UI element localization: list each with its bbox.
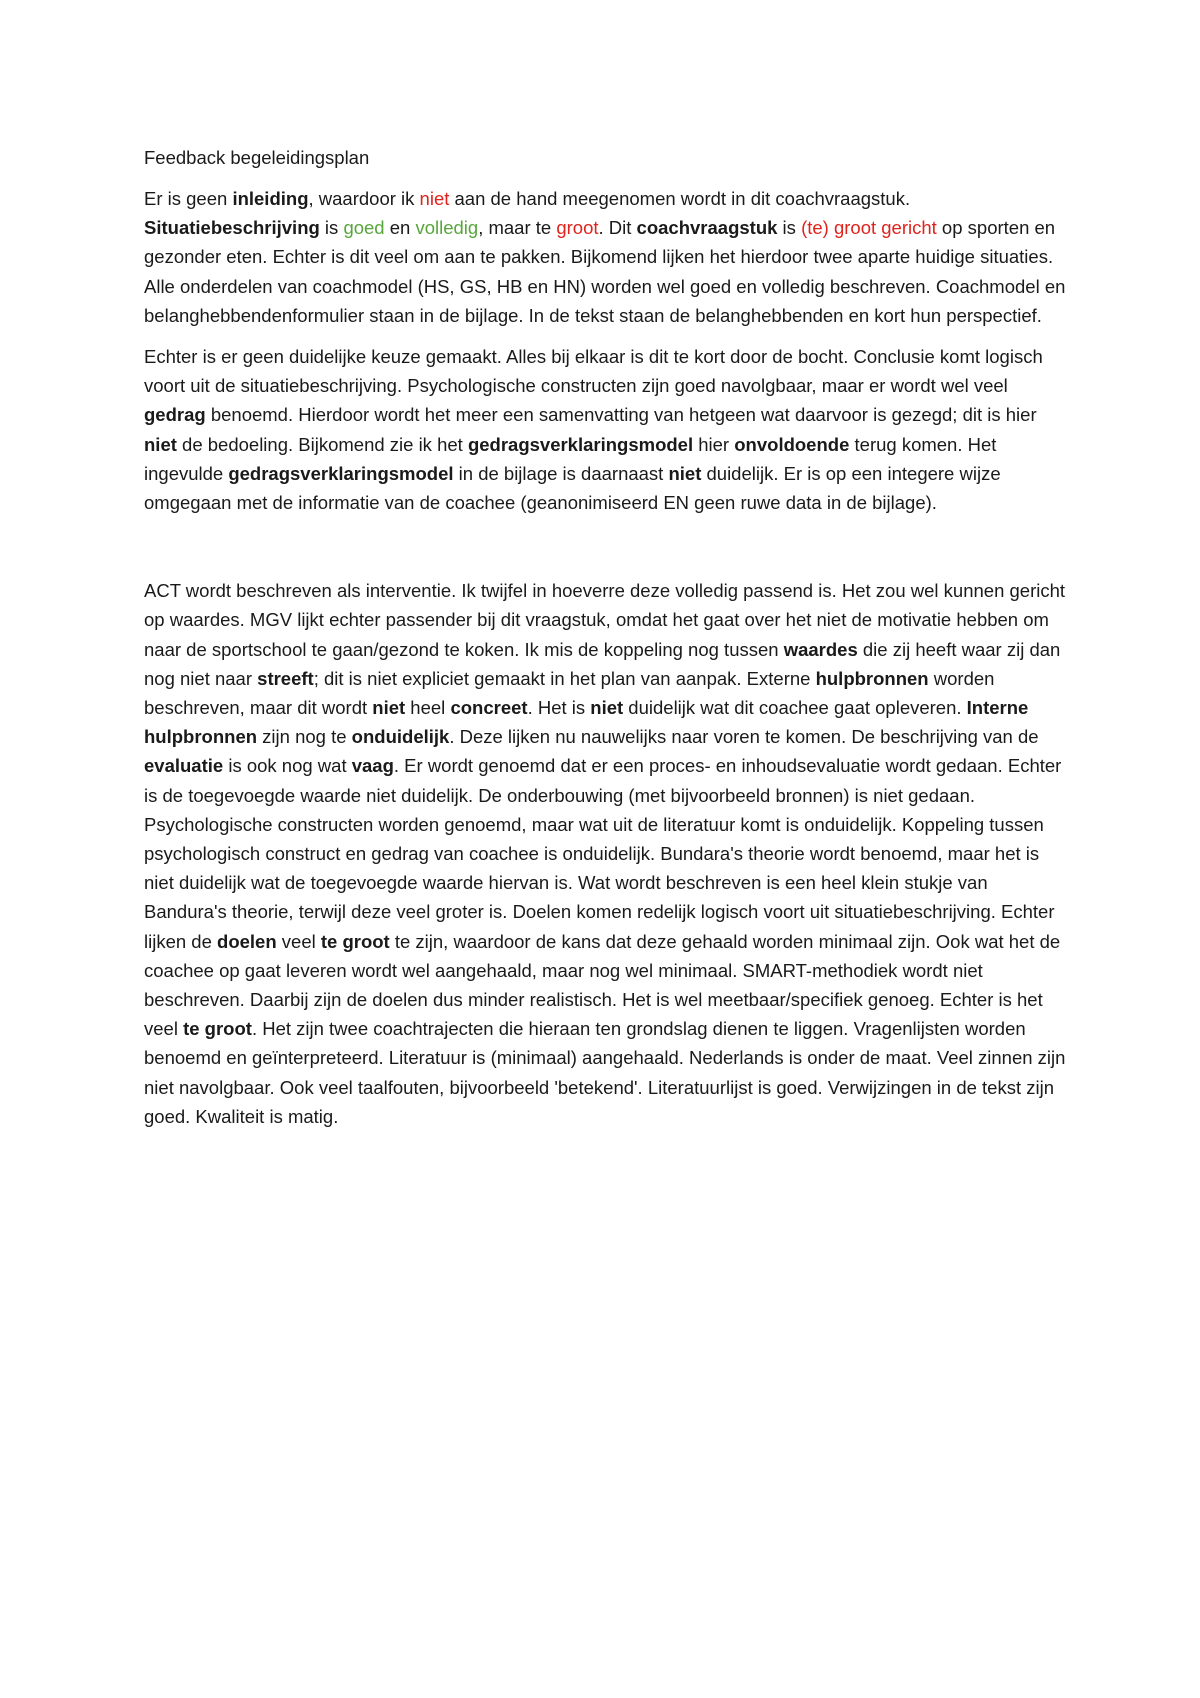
text-run: is	[777, 217, 802, 239]
text-run: is ook nog wat	[223, 755, 352, 777]
text-run: . Dit	[598, 217, 637, 239]
text-run: die zij heeft waar zij dan nog niet naar	[144, 638, 1061, 689]
text-run: aan de hand meegenomen wordt in dit coachvraagstuk.	[449, 188, 911, 209]
text-run: duidelijk wat dit coachee gaat opleveren.	[623, 697, 967, 719]
text-run: , waardoor ik	[308, 188, 420, 209]
text-run: Echter is er geen duidelijke keuze gemaakt. Alles bij elkaar is dit te kort door de bocht. Conclusie komt logisch voort uit de situatiebeschrijving. Psychologische constructen zijn goed navolgbaar, maar er wordt wel veel	[144, 346, 1043, 397]
bold-text: gedragsverklaringsmodel	[228, 462, 454, 484]
text-run: Er is geen	[144, 188, 233, 209]
highlighted-text: niet	[419, 188, 450, 209]
bold-text: coachvraagstuk	[636, 217, 778, 239]
bold-text: waardes	[783, 638, 858, 660]
bold-text: onduidelijk	[351, 726, 450, 748]
text-run: terug komen. Het ingevulde	[144, 433, 997, 484]
text-run: ACT wordt beschreven als interventie. Ik twijfel in hoeverre deze volledig passend is. Het zou wel kunnen gericht op waardes. MGV lijkt echter passender bij dit vraagstuk, omdat het gaat over het niet de motivatie hebben om naar de sportschool te gaan/gezond te koken. Ik mis de koppeling nog tussen	[144, 580, 1066, 660]
bold-text: Interne hulpbronnen	[144, 697, 1029, 748]
highlighted-text: (te) groot gericht	[801, 217, 937, 239]
text-run: , maar te	[478, 217, 557, 239]
text-run: de bedoeling. Bijkomend zie ik het	[176, 433, 468, 455]
text-run: heel	[405, 697, 451, 719]
text-run: worden beschreven, maar dit wordt	[144, 667, 995, 719]
highlighted-text: groot	[556, 217, 599, 239]
bold-text: inleiding	[232, 188, 309, 209]
bold-text: vaag	[351, 755, 394, 777]
highlighted-text: volledig	[415, 217, 479, 239]
bold-text: concreet	[450, 697, 528, 719]
bold-text: gedrag	[144, 404, 206, 426]
bold-text: niet	[144, 433, 177, 455]
text-run: . Het zijn twee coachtrajecten die hieraan ten grondslag dienen te liggen. Vragenlijsten worden benoemd en geïnterpreteerd. Literatuur is (minimaal) aangehaald. Nederlands is onder de maat. Veel zinnen zijn niet navolgbaar. Ook veel taalfouten, bijvoorbeeld 'betekend'. Literatuurlijst is goed. Verwijzingen in de tekst zijn goed. Kwaliteit is matig.	[144, 1018, 1066, 1127]
text-run: te zijn, waardoor de kans dat deze gehaald worden minimaal zijn. Ook wat het de coachee op gaat leveren wordt wel aangehaald, maar nog wel minimaal. SMART-methodiek wordt niet beschreven. Daarbij zijn de doelen dus minder realistisch. Het is wel meetbaar/specifiek genoeg. Echter is het veel	[144, 930, 1061, 1040]
bold-text: niet	[590, 697, 624, 719]
text-run: benoemd. Hierdoor wordt het meer een samenvatting van hetgeen wat daarvoor is gezegd; dit is hier	[205, 404, 1037, 426]
bold-text: niet	[668, 462, 702, 484]
text-run: . Er wordt genoemd dat er een proces- en inhoudsevaluatie wordt gedaan. Echter is de toegevoegde waarde niet duidelijk. De onderbouwing (met bijvoorbeeld bronnen) is niet gedaan. Psychologische constructen worden genoemd, maar wat uit de literatuur komt is onduidelijk. Koppeling tussen psychologisch construct en gedrag van coachee is onduidelijk. Bundara's theorie wordt benoemd, maar het is niet duidelijk wat de toegevoegde waarde hiervan is. Wat wordt beschreven is een heel klein stukje van Bandura's theorie, terwijl deze veel groter is. Doelen komen redelijk logisch voort uit situatiebeschrijving. Echter lijken de	[144, 755, 1062, 952]
bold-text: Situatiebeschrijving	[144, 217, 320, 239]
text-run: . Het is	[527, 697, 591, 719]
text-run: veel	[276, 930, 321, 952]
bold-text: niet	[372, 697, 406, 719]
text-run: en	[384, 217, 416, 239]
bold-text: gedragsverklaringsmodel	[467, 433, 694, 455]
bold-text: onvoldoende	[734, 433, 850, 455]
document-title: Feedback begeleidingsplan	[144, 147, 370, 168]
text-run: is	[319, 217, 344, 239]
bold-text: te groot	[320, 930, 390, 952]
paragraph-intervention	[144, 576, 1070, 1131]
text-run: duidelijk. Er is op een integere wijze omgegaan met de informatie van de coachee (geanonimiseerd EN geen ruwe data in de bijlage).	[144, 462, 1001, 514]
bold-text: te groot	[183, 1018, 252, 1040]
paragraph-conclusion	[144, 342, 1070, 517]
text-run: hier	[693, 433, 735, 455]
text-run: ; dit is niet expliciet gemaakt in het plan van aanpak. Externe	[313, 667, 816, 689]
highlighted-text: goed	[343, 217, 385, 239]
text-run: . Deze lijken nu nauwelijks naar voren te komen. De beschrijving van de	[449, 726, 1039, 748]
bold-text: doelen	[217, 930, 277, 952]
bold-text: streeft	[257, 667, 314, 689]
text-run: zijn nog te	[257, 726, 352, 748]
bold-text: evaluatie	[144, 755, 224, 777]
bold-text: hulpbronnen	[815, 667, 929, 689]
paragraph-intro	[144, 184, 1070, 330]
text-run: in de bijlage is daarnaast	[453, 462, 669, 484]
text-run: op sporten en gezonder eten. Echter is dit veel om aan te pakken. Bijkomend lijken het hierdoor twee aparte huidige situaties. Alle onderdelen van coachmodel (HS, GS, HB en HN) worden wel goed en volledig beschreven. Coachmodel en belanghebbendenformulier staan in de bijlage. In de tekst staan de belanghebbenden en kort hun perspectief.	[144, 217, 1066, 326]
